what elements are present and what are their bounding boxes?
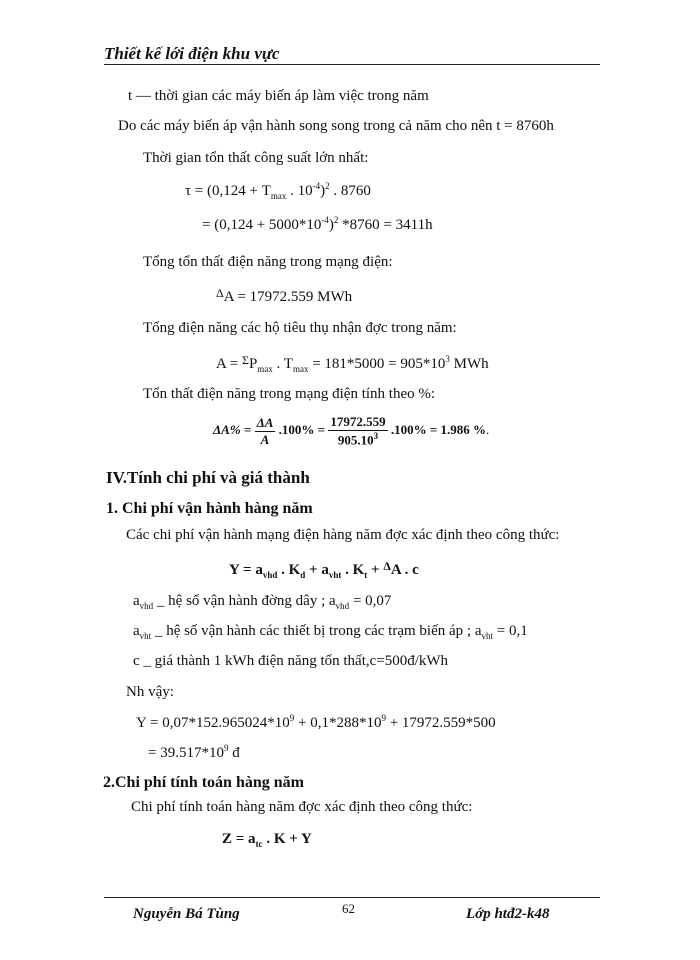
subsection-heading: 1. Chi phí vận hành hàng năm — [106, 500, 313, 517]
footer-rule — [104, 897, 600, 898]
text-line: t — thời gian các máy biến áp làm việc trong năm — [128, 88, 429, 104]
equation-z: $Z = a_{tc}$ . K + Y — [222, 831, 312, 849]
text-line: Nh vậy: — [126, 684, 174, 700]
header-title: Thiết kế lới điện khu vực — [104, 44, 280, 63]
text-line: c _ giá thành 1 kWh điện năng tổn thất,c=500đ/kWh — [133, 653, 449, 669]
text-line: Thời gian tổn thất công suất lớn nhất: — [143, 150, 369, 166]
text-line: Tổn thất điện năng trong mạng điện tính theo %: — [143, 386, 436, 402]
subsection-heading: 2.Chi phí tính toán hàng năm — [103, 774, 304, 791]
text-line: $a_{vhd}$ _ hệ số vận hành đờng dây ; $a_{vhd} = 0,07$ — [133, 593, 392, 611]
equation-tau-value: = $(0,124 + 5000*10^{-4})^2$ *8760 = 3411h — [202, 215, 433, 233]
text-line: Chi phí tính toán hàng năm đợc xác định theo công thức: — [131, 799, 473, 815]
header-rule — [104, 64, 600, 65]
text-line: $a_{vht}$ _ hệ số vận hành các thiết bị trong các trạm biến áp ; $a_{vht} = 0,1$ — [133, 623, 528, 641]
text-line: Tổng tổn thất điện năng trong mạng điện: — [143, 254, 393, 270]
page-number: 62 — [342, 901, 355, 916]
section-heading: IV.Tính chi phí và giá thành — [106, 468, 310, 487]
text-line: Tổng điện năng các hộ tiêu thụ nhận đợc trong năm: — [143, 320, 457, 336]
fraction-delta-a: $\frac{\Delta A}{A}$ — [256, 414, 274, 447]
text-line: Do các máy biến áp vận hành song song trong cả năm cho nên t = 8760h — [118, 118, 554, 134]
footer-author: Nguyễn Bá Tùng — [133, 906, 240, 922]
equation-a: $A = ^\Sigma P_{max}$ . $T_{max} = 181*5000 = 905*10^3$ MWh — [216, 353, 489, 374]
equation-y: $Y = a_{vhd}$ . $K_d + a_{vht}$ . $K_t + ^\Delta A$ . c — [229, 559, 419, 580]
equation-y-result: = $39.517*10^9$ đ — [148, 743, 240, 761]
text-line: Các chi phí vận hành mạng điện hàng năm đợc xác định theo công thức: — [126, 527, 560, 543]
equation-tau: $\tau = (0,124 + T_{max}$ . $10^{-4})^2$ . 8760 — [185, 181, 371, 201]
footer-class: Lớp htđ2-k48 — [466, 906, 550, 922]
equation-percent: ΔA% = $\frac{\Delta A}{A}$ .100% = $\frac{17972.559}{905.10^3}$ .100% = 1.986 %. — [213, 414, 490, 448]
fraction-values: $\frac{17972.559}{905.10^3}$ — [330, 414, 386, 448]
equation-delta-a: $^\Delta$A = 17972.559 MWh — [216, 286, 353, 305]
equation-y-value: $Y = 0,07*152.965024*10^9 + 0,1*288*10^9 + 17972.559*500$ — [136, 713, 496, 731]
